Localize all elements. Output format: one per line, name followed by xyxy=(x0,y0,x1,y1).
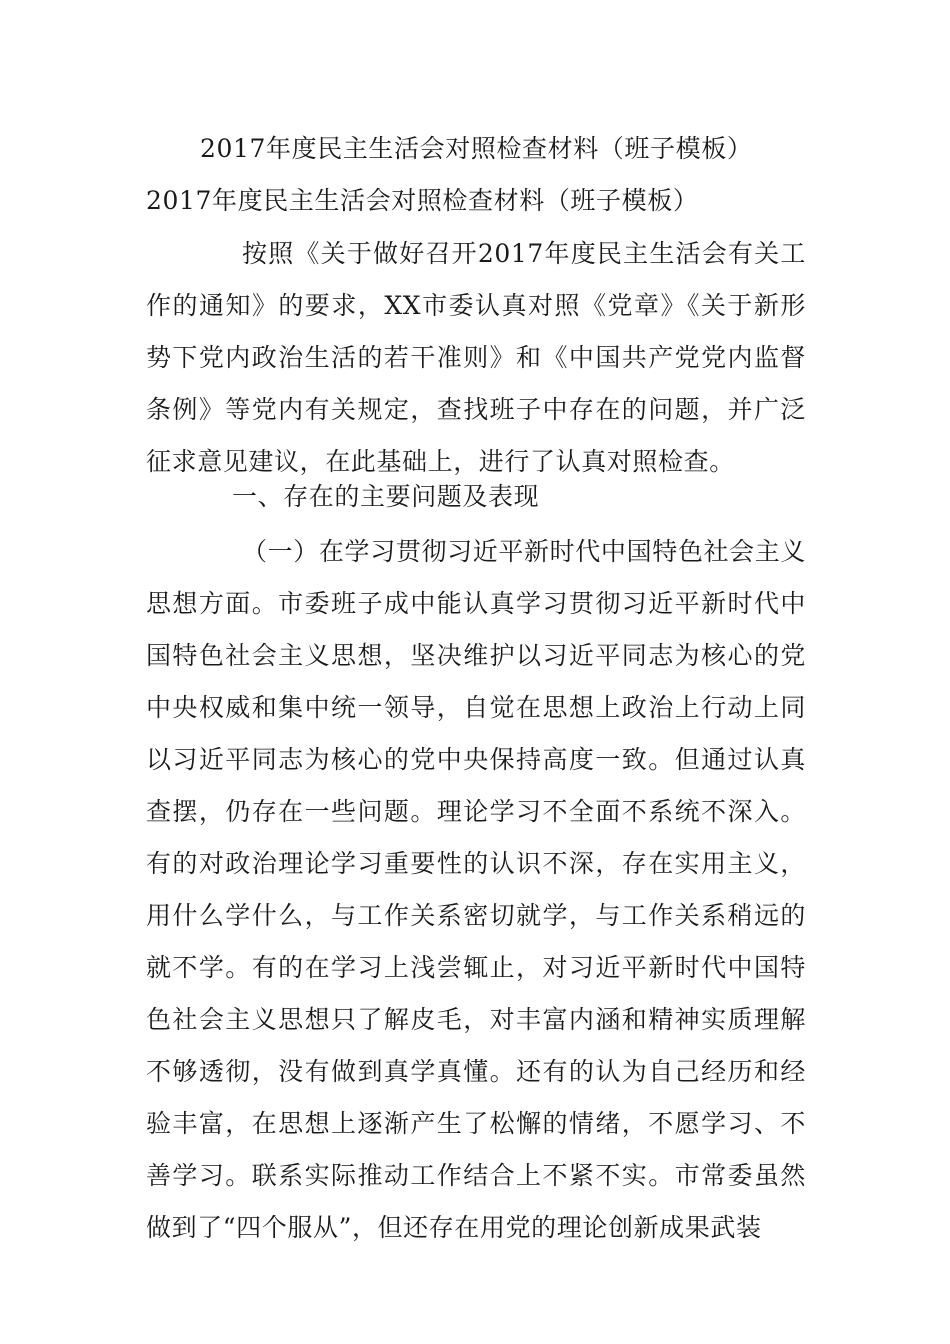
section-paragraph: （一）在学习贯彻习近平新时代中国特色社会主义思想方面。市委班子成中能认真学习贯彻习近平新时代中国特色社会主义思想，坚决维护以习近平同志为核心的党中央权威和集中统一领导，自觉在思想上政治上行动上同以习近平同志为核心的党中央保持高度一致。但通过认真查摆，仍存在一些问题。理论学习不全面不系统不深入。有的对政治理论学习重要性的认识不深，存在实用主义，用什么学什么，与工作关系密切就学，与工作关系稍远的就不学。有的在学习上浅尝辄止，对习近平新时代中国特色社会主义思想只了解皮毛，对丰富内涵和精神实质理解不够透彻，没有做到真学真懂。还有的认为自己经历和经验丰富，在思想上逐渐产生了松懈的情绪，不愿学习、不善学习。联系实际推动工作结合上不紧不实。市常委虽然做到了“四个服从”，但还存在用党的理论创新成果武装 xyxy=(146,537,806,1242)
section-heading: 一、存在的主要问题及表现 xyxy=(232,482,540,511)
document-subtitle: 2017年度民主生活会对照检查材料（班子模板） xyxy=(146,186,699,215)
intro-paragraph: 按照《关于做好召开2017年度民主生活会有关工作的通知》的要求，XX市委认真对照《党章》《关于新形势下党内政治生活的若干准则》和《中国共产党党内监督条例》等党内有关规定，查找班子中存在的问题，并广泛征求意见建议，在此基础上，进行了认真对照检查。 xyxy=(146,239,806,476)
document-title: 2017年度民主生活会对照检查材料（班子模板） xyxy=(200,134,753,163)
